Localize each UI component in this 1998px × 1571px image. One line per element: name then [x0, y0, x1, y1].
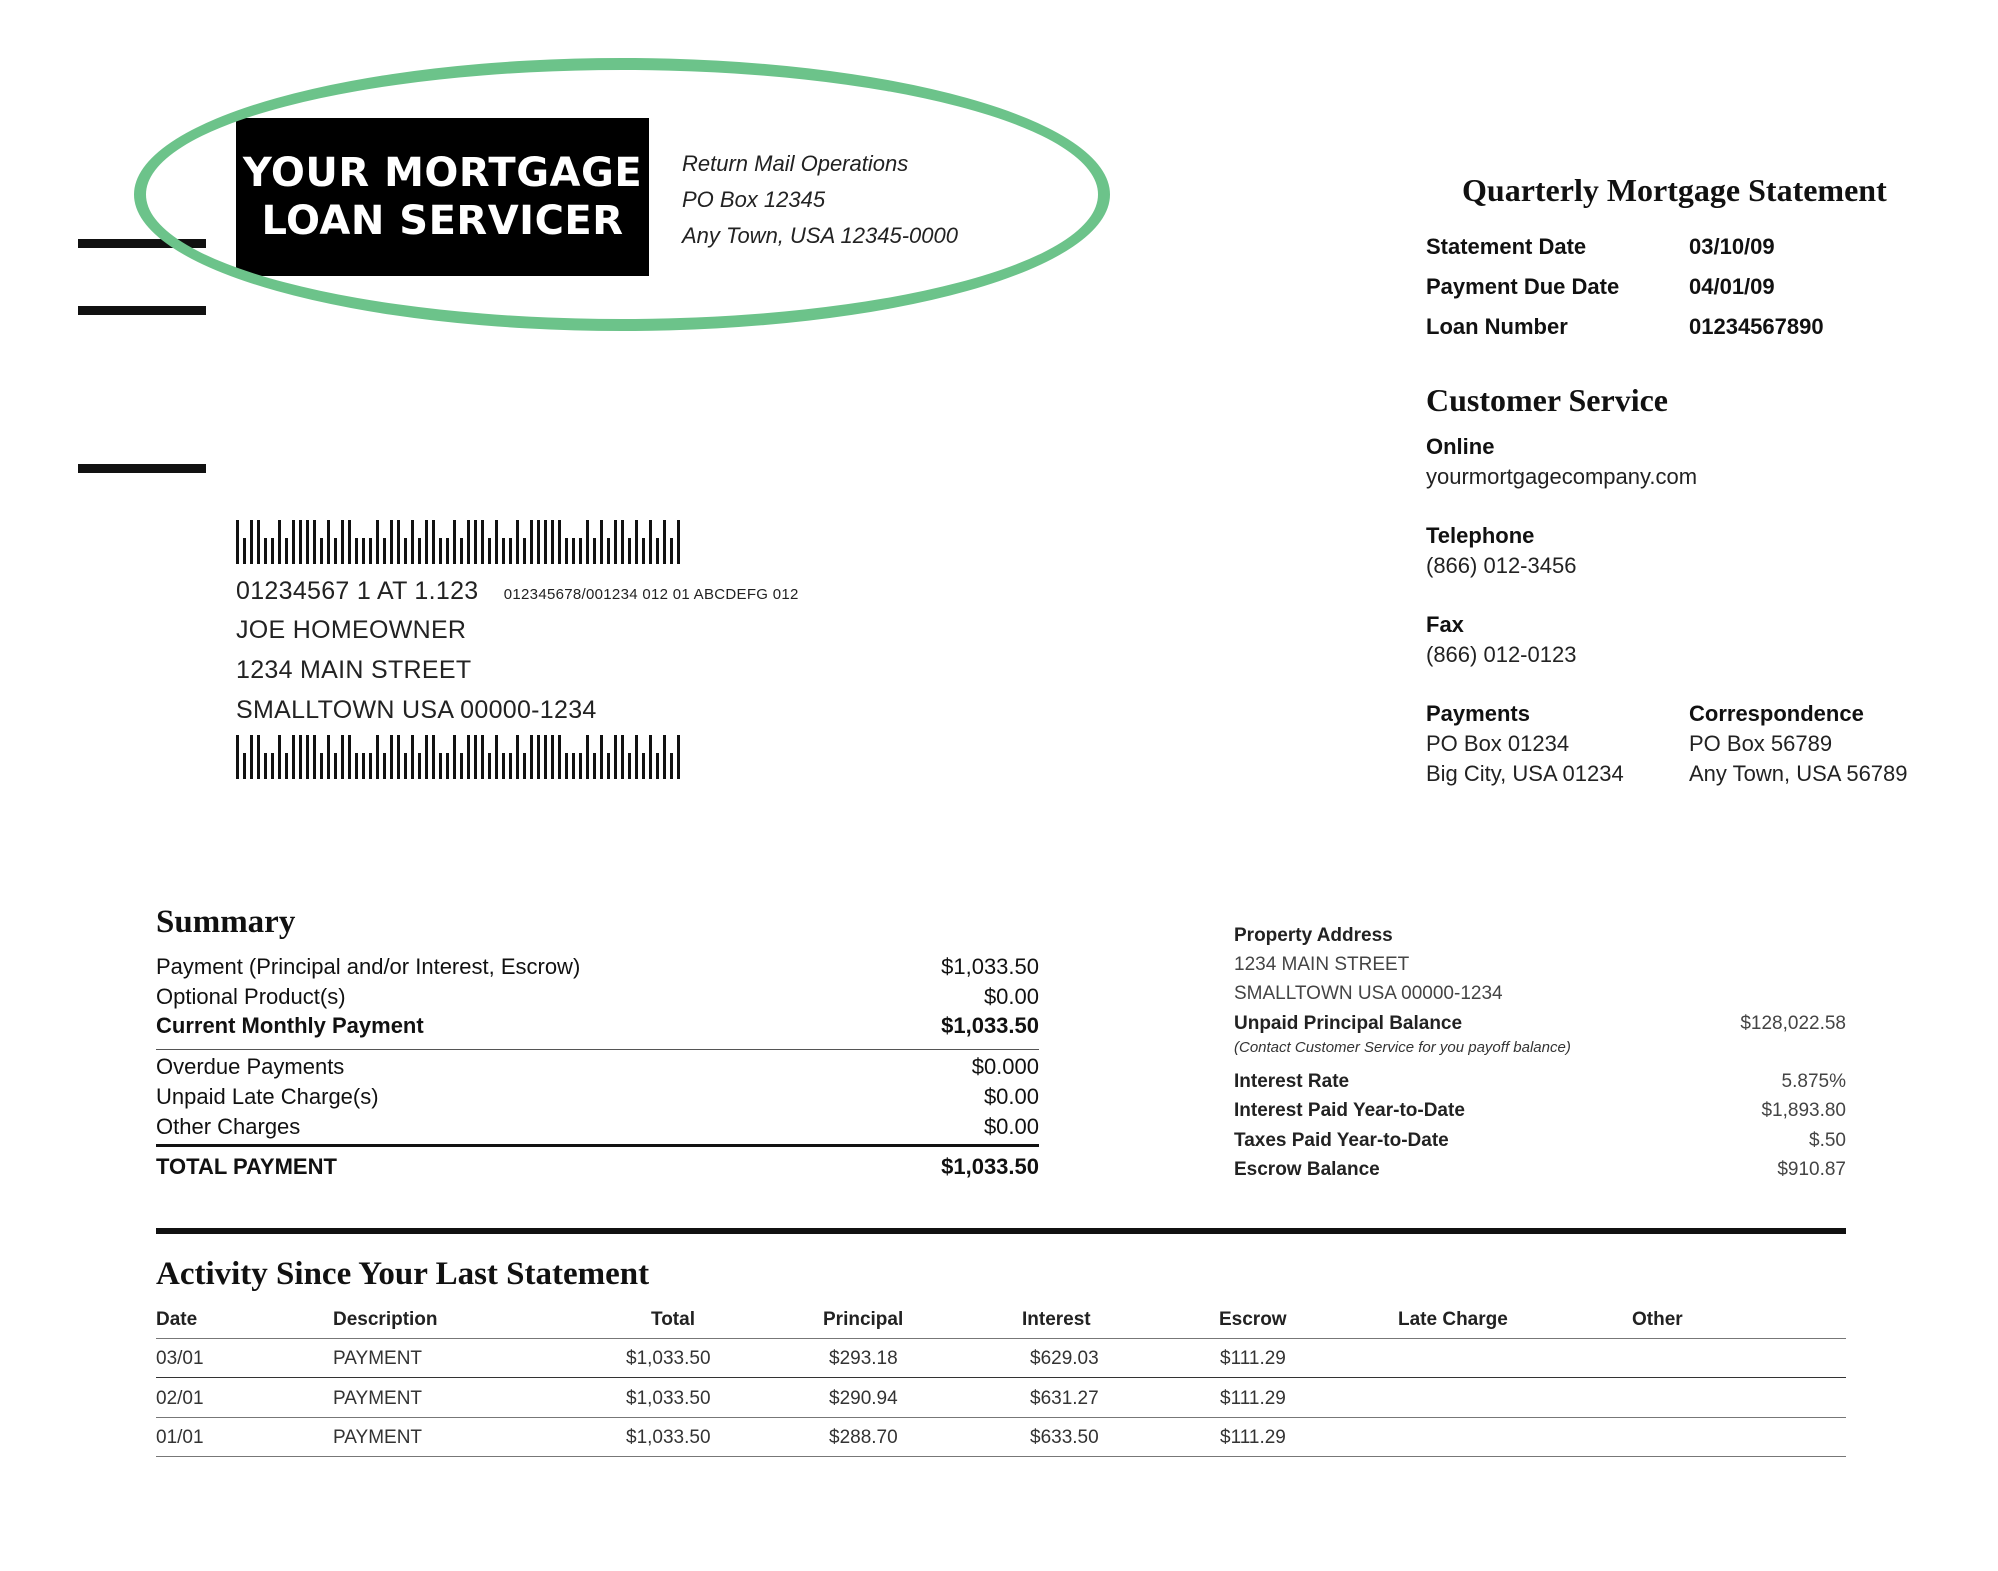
- barcode-bar: [488, 538, 491, 564]
- cell-date: 03/01: [156, 1348, 204, 1369]
- barcode-bar: [488, 753, 491, 779]
- barcode-bar: [439, 753, 442, 779]
- barcode-bar: [348, 520, 351, 564]
- summary-row: [156, 1084, 1039, 1113]
- cell-total: $1,033.50: [626, 1388, 711, 1409]
- cell-total: $1,033.50: [626, 1427, 711, 1448]
- property-value: $128,022.58: [1740, 1013, 1846, 1034]
- property-address-line-2: SMALLTOWN USA 00000-1234: [1234, 983, 1503, 1004]
- summary-value: $0.00: [983, 1084, 1039, 1109]
- barcode-bar: [369, 538, 372, 564]
- cell-description: PAYMENT: [333, 1388, 423, 1409]
- barcode-bar: [453, 520, 456, 564]
- due-date-label: Payment Due Date: [1426, 274, 1620, 299]
- barcode-bar: [397, 520, 400, 564]
- cell-interest: $629.03: [1030, 1348, 1099, 1369]
- summary-row-current-payment: [156, 1013, 1039, 1042]
- postal-barcode: [236, 520, 828, 564]
- return-address-line-1: Return Mail Operations: [682, 151, 909, 176]
- barcode-bar: [663, 735, 666, 779]
- barcode-bar: [530, 520, 533, 564]
- property-row-upb: [1234, 1013, 1846, 1035]
- barcode-bar: [495, 735, 498, 779]
- barcode-bar: [439, 538, 442, 564]
- barcode-bar: [432, 735, 435, 779]
- barcode-bar: [474, 520, 477, 564]
- statement-title: Quarterly Mortgage Statement: [1462, 172, 1887, 208]
- barcode-bar: [243, 753, 246, 779]
- barcode-bar: [474, 735, 477, 779]
- cell-escrow: $111.29: [1220, 1427, 1286, 1448]
- summary-row-total: [156, 1154, 1039, 1183]
- barcode-bar: [313, 735, 316, 779]
- barcode-bar: [292, 735, 295, 779]
- barcode-bar: [593, 538, 596, 564]
- barcode-bar: [565, 753, 568, 779]
- cell-date: 01/01: [156, 1427, 204, 1448]
- correspondence-label: Correspondence: [1689, 701, 1864, 726]
- fold-mark: [78, 464, 206, 473]
- barcode-bar: [236, 735, 239, 779]
- barcode-bar: [663, 520, 666, 564]
- barcode-bar: [467, 520, 470, 564]
- barcode-bar: [418, 753, 421, 779]
- summary-label: Other Charges: [156, 1114, 301, 1139]
- barcode-bar: [537, 735, 540, 779]
- barcode-bar: [376, 520, 379, 564]
- cell-interest: $633.50: [1030, 1427, 1099, 1448]
- barcode-bar: [348, 735, 351, 779]
- col-header-late-charge: Late Charge: [1398, 1309, 1508, 1330]
- barcode-bar: [600, 735, 603, 779]
- mailing-code-small: 012345678/001234 012 01 ABCDEFG 012: [503, 586, 799, 603]
- barcode-bar: [341, 735, 344, 779]
- property-row: [1234, 1159, 1846, 1181]
- barcode-bar: [467, 735, 470, 779]
- barcode-bar: [264, 753, 267, 779]
- summary-row: [156, 954, 1039, 983]
- barcode-bar: [376, 735, 379, 779]
- barcode-bar: [334, 753, 337, 779]
- barcode-bar: [586, 520, 589, 564]
- barcode-bar: [453, 735, 456, 779]
- summary-row: [156, 1114, 1039, 1143]
- return-address-line-3: Any Town, USA 12345-0000: [682, 223, 958, 248]
- row-divider: [156, 1338, 1846, 1339]
- barcode-bar: [670, 753, 673, 779]
- row-divider: [156, 1417, 1846, 1418]
- loan-number-label: Loan Number: [1426, 314, 1568, 339]
- telephone-value: (866) 012-3456: [1426, 553, 1577, 578]
- cell-interest: $631.27: [1030, 1388, 1099, 1409]
- mailing-city: SMALLTOWN USA 00000-1234: [236, 696, 597, 724]
- summary-value: $0.00: [983, 984, 1039, 1009]
- barcode-bar: [635, 735, 638, 779]
- barcode-bar: [642, 753, 645, 779]
- logo-line-1: YOUR MORTGAGE: [242, 150, 643, 196]
- property-value: 5.875%: [1781, 1071, 1846, 1092]
- property-value: $1,893.80: [1761, 1100, 1846, 1121]
- barcode-bar: [621, 520, 624, 564]
- section-divider: [156, 1228, 1846, 1234]
- activity-title: Activity Since Your Last Statement: [156, 1256, 650, 1292]
- barcode-bar: [257, 735, 260, 779]
- barcode-bar: [355, 753, 358, 779]
- barcode-bar: [509, 538, 512, 564]
- barcode-bar: [313, 520, 316, 564]
- cell-date: 02/01: [156, 1388, 204, 1409]
- barcode-bar: [306, 735, 309, 779]
- barcode-bar: [509, 753, 512, 779]
- barcode-bar: [250, 520, 253, 564]
- barcode-bar: [362, 753, 365, 779]
- barcode-bar: [516, 735, 519, 779]
- barcode-bar: [600, 520, 603, 564]
- barcode-bar: [481, 735, 484, 779]
- barcode-bar: [537, 520, 540, 564]
- barcode-bar: [411, 520, 414, 564]
- barcode-bar: [299, 520, 302, 564]
- highlight-ellipse: [134, 58, 1110, 331]
- barcode-bar: [607, 538, 610, 564]
- payments-address-2: Big City, USA 01234: [1426, 761, 1624, 786]
- property-label: Taxes Paid Year-to-Date: [1234, 1130, 1449, 1151]
- summary-title: Summary: [156, 904, 296, 940]
- barcode-bar: [404, 538, 407, 564]
- summary-value: $1,033.50: [941, 1013, 1039, 1038]
- barcode-bar: [278, 735, 281, 779]
- summary-value: $0.000: [971, 1054, 1039, 1079]
- divider: [156, 1049, 1039, 1050]
- barcode-bar: [565, 538, 568, 564]
- barcode-bar: [502, 753, 505, 779]
- col-header-date: Date: [156, 1309, 198, 1330]
- barcode-bar: [572, 753, 575, 779]
- summary-value: $0.00: [983, 1114, 1039, 1139]
- barcode-bar: [544, 520, 547, 564]
- telephone-label: Telephone: [1426, 523, 1535, 548]
- barcode-bar: [621, 735, 624, 779]
- mailing-street: 1234 MAIN STREET: [236, 656, 472, 684]
- payments-label: Payments: [1426, 701, 1530, 726]
- barcode-bar: [635, 520, 638, 564]
- fax-value: (866) 012-0123: [1426, 642, 1577, 667]
- barcode-bar: [530, 735, 533, 779]
- barcode-bar: [411, 735, 414, 779]
- barcode-bar: [628, 538, 631, 564]
- online-label: Online: [1426, 434, 1495, 459]
- cell-escrow: $111.29: [1220, 1388, 1286, 1409]
- correspondence-address-2: Any Town, USA 56789: [1689, 761, 1908, 786]
- barcode-bar: [607, 753, 610, 779]
- barcode-bar: [614, 735, 617, 779]
- loan-number-value: 01234567890: [1689, 314, 1824, 339]
- property-label: Interest Paid Year-to-Date: [1234, 1100, 1465, 1121]
- property-value: $910.87: [1777, 1159, 1846, 1180]
- barcode-bar: [495, 520, 498, 564]
- summary-label: TOTAL PAYMENT: [156, 1154, 337, 1179]
- cell-description: PAYMENT: [333, 1348, 423, 1369]
- barcode-bar: [320, 538, 323, 564]
- cell-principal: $290.94: [829, 1388, 898, 1409]
- property-row: [1234, 1100, 1846, 1122]
- barcode-bar: [327, 735, 330, 779]
- property-address-label: Property Address: [1234, 925, 1393, 946]
- col-header-principal: Principal: [823, 1309, 904, 1330]
- barcode-bar: [236, 520, 239, 564]
- summary-label: Unpaid Late Charge(s): [156, 1084, 379, 1109]
- summary-label: Payment (Principal and/or Interest, Escrow): [156, 954, 581, 979]
- row-divider: [156, 1456, 1846, 1457]
- summary-label: Optional Product(s): [156, 984, 346, 1009]
- col-header-escrow: Escrow: [1219, 1309, 1287, 1330]
- barcode-bar: [327, 520, 330, 564]
- barcode-bar: [383, 753, 386, 779]
- barcode-bar: [523, 753, 526, 779]
- return-address-line-2: PO Box 12345: [682, 187, 826, 212]
- summary-label: Overdue Payments: [156, 1054, 345, 1079]
- barcode-bar: [250, 735, 253, 779]
- statement-date-label: Statement Date: [1426, 234, 1587, 259]
- barcode-bar: [670, 538, 673, 564]
- barcode-bar: [390, 520, 393, 564]
- payments-address-1: PO Box 01234: [1426, 731, 1570, 756]
- fold-mark: [78, 306, 206, 315]
- barcode-bar: [656, 753, 659, 779]
- barcode-bar: [572, 538, 575, 564]
- barcode-bar: [628, 753, 631, 779]
- barcode-bar: [404, 753, 407, 779]
- row-divider: [156, 1377, 1846, 1378]
- barcode-bar: [292, 520, 295, 564]
- postal-barcode: [236, 735, 828, 779]
- property-row: [1234, 1130, 1846, 1152]
- property-value: $.50: [1809, 1130, 1846, 1151]
- barcode-bar: [558, 735, 561, 779]
- barcode-bar: [516, 520, 519, 564]
- barcode-bar: [446, 753, 449, 779]
- barcode-bar: [285, 538, 288, 564]
- barcode-bar: [334, 538, 337, 564]
- barcode-bar: [551, 520, 554, 564]
- barcode-bar: [271, 753, 274, 779]
- mailing-name: JOE HOMEOWNER: [236, 616, 467, 644]
- barcode-bar: [341, 520, 344, 564]
- barcode-bar: [369, 753, 372, 779]
- summary-label: Current Monthly Payment: [156, 1013, 424, 1038]
- col-header-other: Other: [1632, 1309, 1683, 1330]
- upb-note: (Contact Customer Service for you payoff balance): [1234, 1039, 1571, 1056]
- barcode-bar: [362, 538, 365, 564]
- property-address-line-1: 1234 MAIN STREET: [1234, 954, 1410, 975]
- mailing-code-main: 01234567 1 AT 1.123: [236, 577, 479, 605]
- barcode-bar: [677, 520, 680, 564]
- statement-date-value: 03/10/09: [1689, 234, 1775, 259]
- barcode-bar: [257, 520, 260, 564]
- correspondence-address-1: PO Box 56789: [1689, 731, 1833, 756]
- barcode-bar: [523, 538, 526, 564]
- property-label: Escrow Balance: [1234, 1159, 1380, 1180]
- barcode-bar: [579, 753, 582, 779]
- mailing-code: [236, 577, 799, 606]
- barcode-bar: [642, 538, 645, 564]
- barcode-bar: [579, 538, 582, 564]
- barcode-bar: [614, 520, 617, 564]
- fax-label: Fax: [1426, 612, 1464, 637]
- barcode-bar: [390, 735, 393, 779]
- cell-description: PAYMENT: [333, 1427, 423, 1448]
- col-header-interest: Interest: [1022, 1309, 1091, 1330]
- logo-line-2: LOAN SERVICER: [261, 198, 624, 244]
- barcode-bar: [418, 538, 421, 564]
- barcode-bar: [264, 538, 267, 564]
- property-label: Unpaid Principal Balance: [1234, 1013, 1463, 1034]
- barcode-bar: [383, 538, 386, 564]
- summary-row: [156, 984, 1039, 1013]
- barcode-bar: [397, 735, 400, 779]
- due-date-value: 04/01/09: [1689, 274, 1775, 299]
- divider: [156, 1144, 1039, 1147]
- online-link[interactable]: yourmortgagecompany.com: [1426, 464, 1698, 489]
- summary-value: $1,033.50: [941, 954, 1039, 979]
- barcode-bar: [586, 735, 589, 779]
- barcode-bar: [278, 520, 281, 564]
- cell-escrow: $111.29: [1220, 1348, 1286, 1369]
- barcode-bar: [425, 520, 428, 564]
- col-header-total: Total: [651, 1309, 695, 1330]
- barcode-bar: [432, 520, 435, 564]
- barcode-bar: [460, 753, 463, 779]
- customer-service-title: Customer Service: [1426, 382, 1668, 418]
- barcode-bar: [425, 735, 428, 779]
- barcode-bar: [460, 538, 463, 564]
- cell-principal: $288.70: [829, 1427, 898, 1448]
- barcode-bar: [271, 538, 274, 564]
- barcode-bar: [481, 520, 484, 564]
- barcode-bar: [299, 735, 302, 779]
- barcode-bar: [649, 735, 652, 779]
- barcode-bar: [544, 735, 547, 779]
- barcode-bar: [285, 753, 288, 779]
- property-label: Interest Rate: [1234, 1071, 1350, 1092]
- barcode-bar: [306, 520, 309, 564]
- barcode-bar: [502, 538, 505, 564]
- barcode-bar: [656, 538, 659, 564]
- barcode-bar: [355, 538, 358, 564]
- col-header-description: Description: [333, 1309, 438, 1330]
- barcode-bar: [446, 538, 449, 564]
- barcode-bar: [593, 753, 596, 779]
- barcode-bar: [243, 538, 246, 564]
- barcode-bar: [649, 520, 652, 564]
- barcode-bar: [677, 735, 680, 779]
- barcode-bar: [558, 520, 561, 564]
- barcode-bar: [551, 735, 554, 779]
- summary-value: $1,033.50: [941, 1154, 1039, 1179]
- property-row: [1234, 1071, 1846, 1093]
- cell-principal: $293.18: [829, 1348, 898, 1369]
- summary-row: [156, 1054, 1039, 1083]
- cell-total: $1,033.50: [626, 1348, 711, 1369]
- barcode-bar: [320, 753, 323, 779]
